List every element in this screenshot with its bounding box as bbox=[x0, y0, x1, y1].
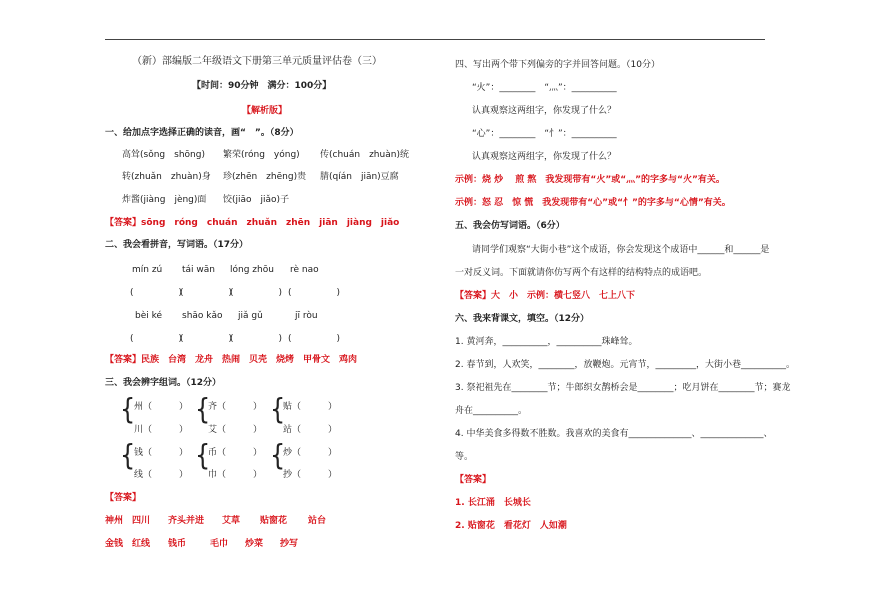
q5-heading: 五、我会仿写词语。（6分） bbox=[455, 221, 565, 231]
q3-answer: 抄写 bbox=[280, 539, 299, 549]
brace-icon: { bbox=[195, 392, 211, 426]
exam-meta: 【时间：90分钟 满分：100分】 bbox=[192, 81, 332, 91]
q3-item: 川（ ） bbox=[134, 425, 189, 435]
q1-item: 炸酱(jiàng jèng)面 bbox=[122, 195, 207, 205]
q2-blank: ( ) bbox=[230, 288, 283, 298]
q3-item: 钱（ ） bbox=[134, 448, 189, 458]
q1-item: 高耸(sǒng shōng) bbox=[122, 150, 205, 160]
q3-item: 贴（ ） bbox=[283, 402, 338, 412]
q3-item: 抄（ ） bbox=[283, 470, 338, 480]
q2-blank: ( ) bbox=[288, 288, 341, 298]
edition-label: 【解析版】 bbox=[242, 106, 288, 116]
q2-pinyin: lóng zhōu bbox=[230, 265, 274, 275]
q6-heading: 六、我来背课文，填空。（12分） bbox=[455, 314, 590, 324]
q1-item: 珍(zhēn zhēng)贵 bbox=[223, 172, 307, 182]
q2-blank: ( ) bbox=[180, 288, 233, 298]
q3-answer: 贴窗花 bbox=[260, 516, 288, 526]
q3-answer-label: 【答案】 bbox=[105, 493, 142, 503]
q1-item: 转(zhuǎn zhuàn)身 bbox=[122, 172, 211, 182]
brace-icon: { bbox=[120, 438, 136, 472]
q6-sentence: 舟在__________。 bbox=[455, 406, 528, 416]
q4-line: “心”：________ “忄”：__________ bbox=[472, 129, 617, 139]
brace-icon: { bbox=[195, 438, 211, 472]
brace-icon: { bbox=[270, 392, 286, 426]
q2-pinyin: rè nao bbox=[290, 265, 319, 275]
q2-blank: ( ) bbox=[288, 334, 341, 344]
q2-answer: 【答案】民族 台湾 龙舟 热闹 贝壳 烧烤 甲骨文 鸡肉 bbox=[105, 355, 358, 365]
q4-answer: 示例：烧 炒 煎 熬 我发现带有“火”或“灬”的字多与“火”有关。 bbox=[455, 175, 725, 185]
q3-item: 齐（ ） bbox=[208, 402, 263, 412]
q6-sentence: 3. 祭祀祖先在________节；牛郎织女鹊桥会是________；吃月饼在________节；赛龙 bbox=[455, 383, 791, 393]
q4-question: 认真观察这两组字，你发现了什么？ bbox=[472, 106, 617, 116]
q5-answer: 【答案】大 小 示例：横七竖八 七上八下 bbox=[455, 291, 636, 301]
q3-answer: 毛巾 bbox=[210, 539, 229, 549]
q3-item: 线（ ） bbox=[134, 470, 189, 480]
page-title: （新）部编版二年级语文下册第三单元质量评估卷（三） bbox=[132, 56, 382, 67]
q3-answer: 站台 bbox=[308, 516, 327, 526]
top-rule bbox=[105, 39, 765, 40]
q6-answer: 1. 长江涌 长城长 bbox=[455, 498, 531, 508]
q3-item: 巾（ ） bbox=[208, 470, 263, 480]
q4-answer: 示例：怒 忍 惊 慌 我发现带有“心”或“忄”的字多与“心情”有关。 bbox=[455, 198, 731, 208]
q4-heading: 四、写出两个带下列偏旁的字并回答问题。（10分） bbox=[455, 60, 660, 70]
q1-answer: 【答案】sōng róng chuán zhuǎn zhēn jiān jiàng jiǎo bbox=[105, 218, 400, 228]
brace-icon: { bbox=[120, 392, 136, 426]
q6-answer-label: 【答案】 bbox=[455, 475, 492, 485]
q2-blank: ( ) bbox=[230, 334, 283, 344]
brace-icon: { bbox=[270, 438, 286, 472]
q1-item: 繁荣(róng yóng) bbox=[223, 150, 300, 160]
q3-item: 币（ ） bbox=[208, 448, 263, 458]
q2-heading: 二、我会看拼音，写词语。（17分） bbox=[105, 240, 249, 250]
q2-blank: ( ) bbox=[130, 288, 183, 298]
q2-pinyin: shāo kǎo bbox=[182, 311, 223, 321]
q4-question: 认真观察这两组字，你发现了什么？ bbox=[472, 152, 617, 162]
q6-sentence: 等。 bbox=[455, 452, 474, 462]
q1-heading: 一、给加点字选择正确的读音，画“ ”。（8分） bbox=[105, 128, 299, 138]
q3-answer: 红线 bbox=[132, 539, 151, 549]
q5-text: 一对反义词。下面就请你仿写两个有这样的结构特点的成语吧。 bbox=[455, 268, 708, 278]
q2-pinyin: jī ròu bbox=[295, 311, 318, 321]
q2-pinyin: bèi ké bbox=[135, 311, 163, 321]
q3-answer: 金钱 bbox=[105, 539, 124, 549]
q3-item: 艾（ ） bbox=[208, 425, 263, 435]
q2-pinyin: mín zú bbox=[132, 265, 163, 275]
q1-item: 腈(qíán jiān)豆腐 bbox=[320, 172, 399, 182]
q3-answer: 炒菜 bbox=[245, 539, 264, 549]
q2-pinyin: tái wān bbox=[182, 265, 215, 275]
q3-item: 州（ ） bbox=[134, 402, 189, 412]
q1-item: 饺(jiāo jiǎo)子 bbox=[223, 195, 290, 205]
q2-blank: ( ) bbox=[180, 334, 233, 344]
q4-line: “火”：________ “灬”：__________ bbox=[472, 83, 617, 93]
q3-answer: 齐头并进 bbox=[168, 516, 205, 526]
q3-answer: 神州 bbox=[105, 516, 124, 526]
q6-sentence: 1. 黄河奔，__________，__________珠峰耸。 bbox=[455, 337, 638, 347]
q3-heading: 三、我会辨字组词。（12分） bbox=[105, 378, 222, 388]
q3-item: 站（ ） bbox=[283, 425, 338, 435]
q6-sentence: 4. 中华美食多得数不胜数。我喜欢的美食有______________、______________、 bbox=[455, 429, 773, 439]
q3-item: 炒（ ） bbox=[283, 448, 338, 458]
q3-answer: 四川 bbox=[132, 516, 151, 526]
q6-sentence: 2. 春节到，人欢笑，________，放鞭炮。元宵节，_________，大街小巷__________。 bbox=[455, 360, 795, 370]
q1-item: 传(chuán zhuàn)统 bbox=[320, 150, 409, 160]
q5-text: 请同学们观察“大街小巷”这个成语，你会发现这个成语中______和______是 bbox=[472, 245, 770, 255]
q2-blank: ( ) bbox=[130, 334, 183, 344]
q3-answer: 钱币 bbox=[168, 539, 187, 549]
q2-pinyin: jiǎ gǔ bbox=[238, 311, 263, 321]
q3-answer: 艾草 bbox=[222, 516, 241, 526]
q6-answer: 2. 贴窗花 看花灯 人如潮 bbox=[455, 521, 567, 531]
